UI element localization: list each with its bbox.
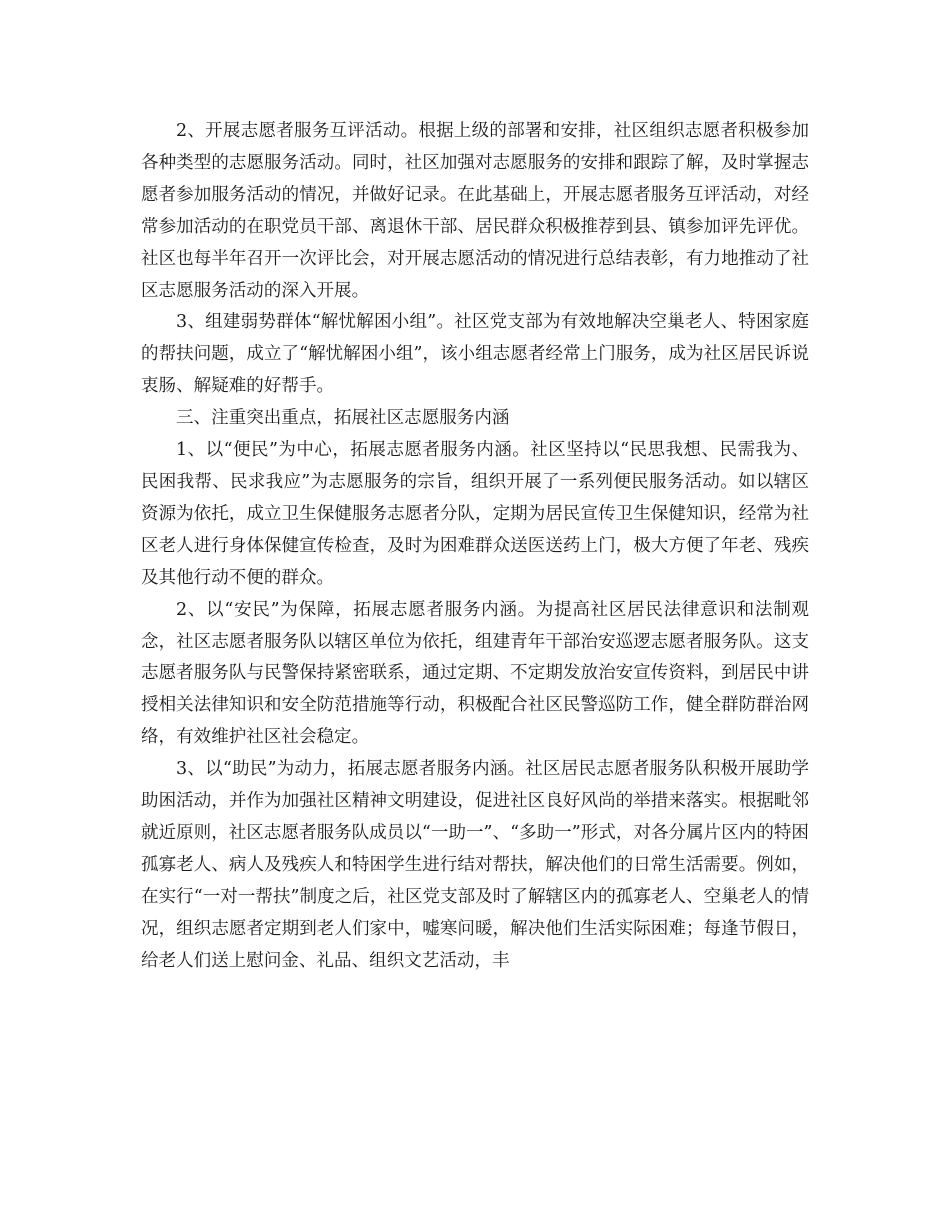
paragraph-volunteer-mutual-evaluation: 2、开展志愿者服务互评活动。根据上级的部署和安排，社区组织志愿者积极参加各种类型的志愿服务活动。同时，社区加强对志愿服务的安排和跟踪了解，及时掌握志愿者参加服务活动的情况，并做好记录。在此基础上，开展志愿者服务互评活动，对经常参加活动的在职党员干部、离退休干部、居民群众积极推荐到县、镇参加评先评优。社区也每半年召开一次评比会，对开展志愿活动的情况进行总结表彰，有力地推动了社区志愿服务活动的深入开展。 — [141, 121, 809, 301]
section-heading-focus-key-points: 三、注重突出重点，拓展社区志愿服务内涵 — [176, 408, 510, 429]
paragraph-relief-group: 3、组建弱势群体“解忧解困小组”。社区党支部为有效地解决空巢老人、特困家庭的帮扶问题，成立了“解忧解困小组”，该小组志愿者经常上门服务，成为社区居民诉说衷肠、解疑难的好帮手。 — [141, 312, 809, 397]
paragraph-security-service: 2、以“安民”为保障，拓展志愿者服务内涵。为提高社区居民法律意识和法制观念，社区志愿者服务队以辖区单位为依托，组建青年干部治安巡逻志愿者服务队。这支志愿者服务队与民警保持紧密联系，通过定期、不定期发放治安宣传资料，到居民中讲授相关法律知识和安全防范措施等行动，积极配合社区民警巡防工作，健全群防群治网络，有效维护社区社会稳定。 — [141, 599, 809, 748]
document-body — [141, 116, 809, 977]
paragraph-assistance-service: 3、以“助民”为动力，拓展志愿者服务内涵。社区居民志愿者服务队积极开展助学助困活动，并作为加强社区精神文明建设，促进社区良好风尚的举措来落实。根据毗邻就近原则，社区志愿者服务队成员以“一助一”、“多助一”形式，对各分属片区内的特困孤寡老人、病人及残疾人和特困学生进行结对帮扶，解决他们的日常生活需要。例如，在实行“一对一帮扶”制度之后，社区党支部及时了解辖区内的孤寡老人、空巢老人的情况，组织志愿者定期到老人们家中，嘘寒问暖，解决他们生活实际困难；每逢节假日，给老人们送上慰问金、礼品、组织文艺活动，丰 — [141, 759, 809, 971]
paragraph-convenience-service: 1、以“便民”为中心，拓展志愿者服务内涵。社区坚持以“民思我想、民需我为、民困我帮、民求我应”为志愿服务的宗旨，组织开展了一系列便民服务活动。如以辖区资源为依托，成立卫生保健服务志愿者分队，定期为居民宣传卫生保健知识，经常为社区老人进行身体保健宣传检查，及时为困难群众送医送药上门，极大方便了年老、残疾及其他行动不便的群众。 — [141, 440, 809, 588]
